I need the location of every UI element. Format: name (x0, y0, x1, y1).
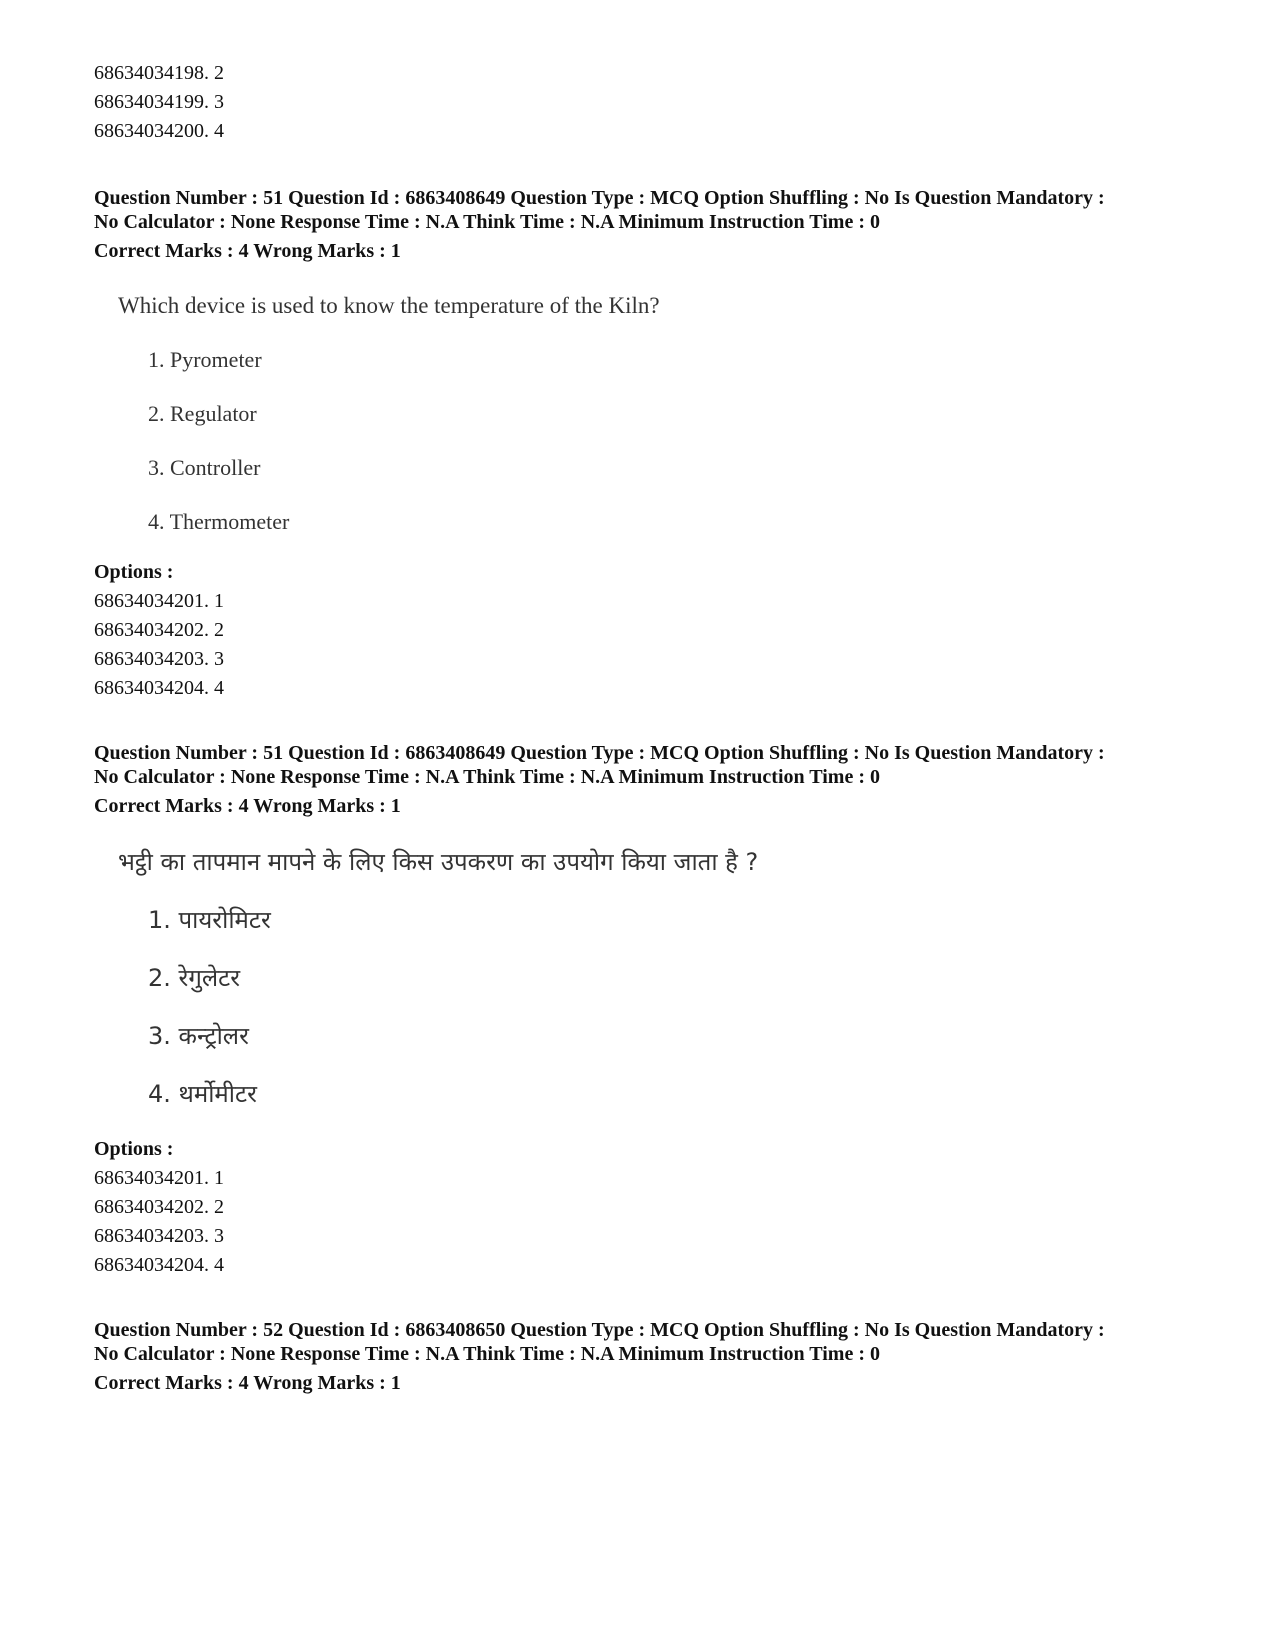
question-header: Question Number : 52 Question Id : 6863408650 Question Type : MCQ Option Shuffling : No Is Question Mandatory : (94, 1319, 1105, 1341)
option-line: 68634034203. 3 (94, 1225, 224, 1247)
question-header: No Calculator : None Response Time : N.A Think Time : N.A Minimum Instruction Time : 0 (94, 211, 880, 233)
option-line: 68634034203. 3 (94, 648, 224, 670)
question-marks: Correct Marks : 4 Wrong Marks : 1 (94, 240, 401, 262)
question-choice: 3. Controller (148, 455, 261, 480)
question-choice: 3. कन्ट्रोलर (148, 1022, 249, 1050)
question-header: No Calculator : None Response Time : N.A Think Time : N.A Minimum Instruction Time : 0 (94, 766, 880, 788)
option-line: 68634034201. 1 (94, 1167, 224, 1189)
question-choice: 2. रेगुलेटर (148, 964, 241, 992)
question-choice: 4. Thermometer (148, 509, 290, 534)
question-marks: Correct Marks : 4 Wrong Marks : 1 (94, 1372, 401, 1394)
option-line: 68634034204. 4 (94, 677, 224, 699)
option-line: 68634034200. 4 (94, 120, 224, 142)
option-line: 68634034198. 2 (94, 62, 224, 84)
question-text: Which device is used to know the temperature of the Kiln? (118, 293, 660, 318)
option-line: 68634034204. 4 (94, 1254, 224, 1276)
options-label: Options : (94, 1138, 174, 1160)
question-choice: 1. पायरोमिटर (148, 906, 271, 934)
question-header: No Calculator : None Response Time : N.A Think Time : N.A Minimum Instruction Time : 0 (94, 1343, 880, 1365)
question-text: भट्ठी का तापमान मापने के लिए किस उपकरण का उपयोग किया जाता है ? (118, 848, 759, 876)
option-line: 68634034199. 3 (94, 91, 224, 113)
question-marks: Correct Marks : 4 Wrong Marks : 1 (94, 795, 401, 817)
question-choice: 1. Pyrometer (148, 347, 262, 372)
option-line: 68634034202. 2 (94, 619, 224, 641)
question-choice: 4. थर्मोमीटर (148, 1080, 257, 1108)
options-label: Options : (94, 561, 174, 583)
question-choice: 2. Regulator (148, 401, 257, 426)
question-header: Question Number : 51 Question Id : 6863408649 Question Type : MCQ Option Shuffling : No Is Question Mandatory : (94, 742, 1105, 764)
option-line: 68634034201. 1 (94, 590, 224, 612)
question-header: Question Number : 51 Question Id : 6863408649 Question Type : MCQ Option Shuffling : No Is Question Mandatory : (94, 187, 1105, 209)
option-line: 68634034202. 2 (94, 1196, 224, 1218)
